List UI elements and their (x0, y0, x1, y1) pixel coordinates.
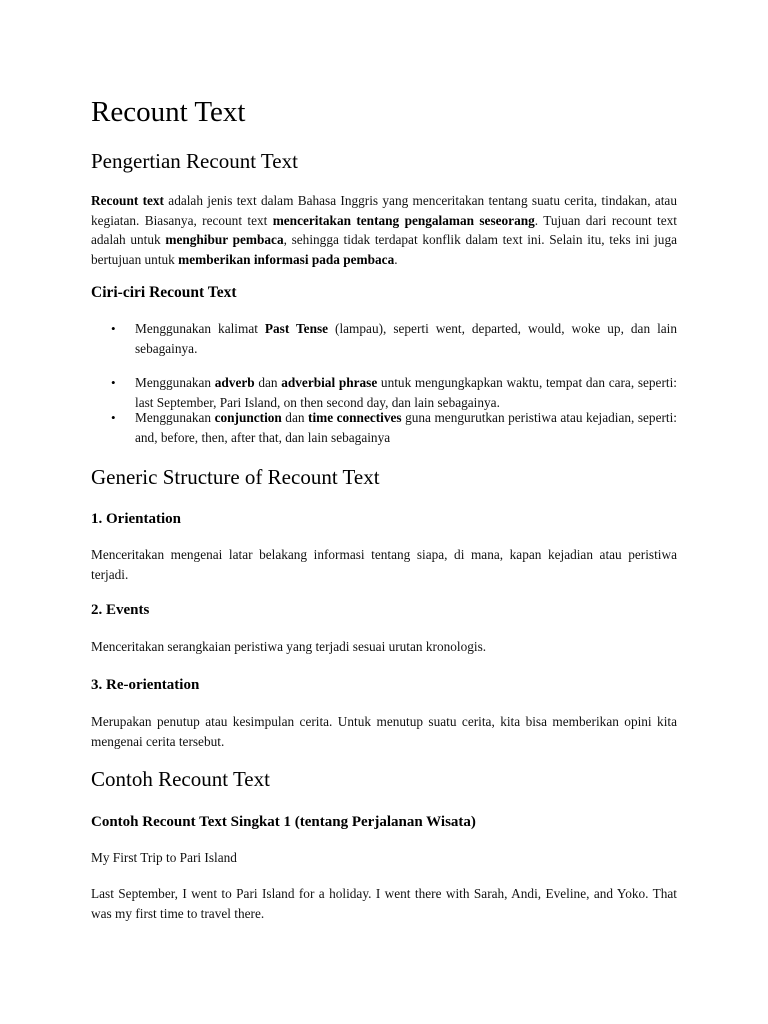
text-run: Menggunakan (135, 375, 215, 390)
bullet-icon: • (111, 321, 116, 336)
list-item-text (135, 408, 677, 447)
story-title: My First Trip to Pari Island (91, 850, 237, 865)
text-run: , sehingga tidak terdapat konflik dalam text ini. Selain itu, teks ini juga bertujuan untuk (91, 232, 677, 267)
heading-orientation: 1. Orientation (91, 511, 181, 527)
text-run: guna mengurutkan peristiwa atau kejadian, seperti: and, before, then, after that, dan lain sebagainya (135, 410, 677, 445)
heading-contoh-singkat: Contoh Recount Text Singkat 1 (tentang Perjalanan Wisata) (91, 814, 476, 830)
heading-events: 2. Events (91, 602, 150, 618)
bold-phrase: time connectives (308, 410, 402, 425)
bold-phrase: Past Tense (264, 321, 329, 336)
bullet-icon: • (111, 375, 116, 390)
text-run: . Tujuan dari recount text adalah untuk (91, 212, 677, 247)
text-run: adalah jenis text dalam Bahasa Inggris yang menceritakan tentang suatu cerita, tindakan, atau kegiatan. Biasanya, recount text (91, 193, 677, 228)
bullet-icon: • (111, 410, 116, 425)
text-run: Menggunakan kalimat (135, 321, 265, 336)
story-paragraph: Last September, I went to Pari Island for a holiday. I went there with Sarah, Andi, Eveline, and Yoko. That was my first time to travel there. (91, 886, 677, 921)
paragraph-pengertian (91, 191, 677, 269)
paragraph-orientation: Menceritakan mengenai latar belakang informasi tentang siapa, di mana, kapan kejadian atau peristiwa terjadi. (91, 547, 677, 582)
text-run: untuk mengungkapkan waktu, tempat dan cara, seperti: last September, Pari Island, on then second day, dan lain sebagainya. (135, 375, 677, 410)
heading-contoh: Contoh Recount Text (91, 767, 270, 791)
list-item-text (135, 319, 677, 358)
bold-phrase: menceritakan tentang pengalaman seseorang (272, 212, 535, 228)
heading-ciri-ciri: Ciri-ciri Recount Text (91, 284, 237, 301)
list-item-text (135, 373, 677, 412)
heading-reorientation: 3. Re-orientation (91, 677, 200, 693)
paragraph-events: Menceritakan serangkaian peristiwa yang terjadi sesuai urutan kronologis. (91, 639, 487, 654)
text-run: Menggunakan (135, 410, 215, 425)
text-run: dan (281, 410, 309, 425)
bold-phrase: conjunction (214, 410, 282, 425)
text-run: (lampau), seperti went, departed, would, woke up, dan lain sebagainya. (135, 321, 678, 356)
bold-phrase: menghibur pembaca (165, 232, 284, 247)
text-run: dan (254, 375, 282, 390)
heading-generic-structure: Generic Structure of Recount Text (91, 465, 380, 489)
heading-pengertian: Pengertian Recount Text (91, 149, 298, 173)
document-title: Recount Text (91, 96, 246, 128)
paragraph-reorientation: Merupakan penutup atau kesimpulan cerita. Untuk menutup suatu cerita, kita bisa memberikan opini kita mengenai cerita tersebut. (91, 714, 677, 749)
bold-phrase: memberikan informasi pada pembaca (178, 251, 395, 267)
bold-phrase: adverbial phrase (281, 375, 378, 390)
text-run: . (394, 251, 398, 267)
bold-phrase: adverb (214, 375, 255, 390)
bold-phrase: Recount text (91, 193, 164, 208)
